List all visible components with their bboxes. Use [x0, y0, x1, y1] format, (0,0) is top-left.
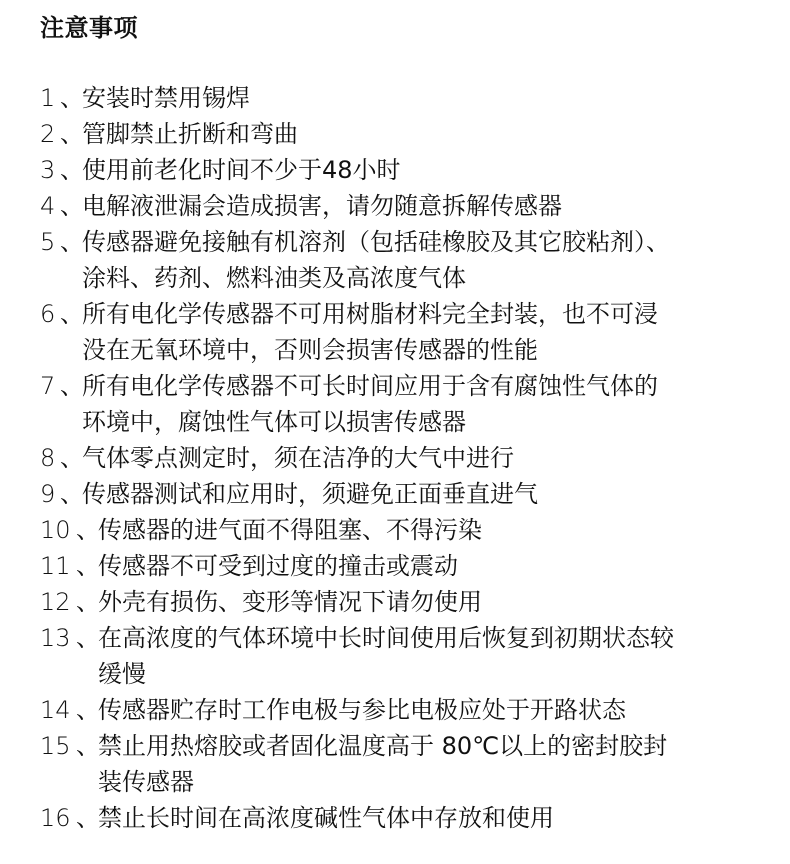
list-item [40, 512, 780, 548]
item-separator: 、 [76, 552, 100, 580]
item-text: 传感器测试和应用时，须避免正面垂直进气 [82, 480, 538, 508]
list-item [40, 224, 780, 296]
item-number: 14 [40, 696, 71, 724]
item-number: 16 [40, 804, 71, 832]
item-number: 2 [40, 120, 56, 148]
item-separator: 、 [60, 192, 84, 220]
item-separator: 、 [76, 732, 100, 760]
item-separator: 、 [76, 696, 100, 724]
precautions-list [40, 80, 780, 836]
item-number: 10 [40, 516, 71, 544]
item-text: 使用前老化时间不少于48小时 [82, 156, 401, 184]
list-item [40, 80, 780, 116]
item-text: 管脚禁止折断和弯曲 [82, 120, 298, 148]
item-text: 安装时禁用锡焊 [82, 84, 250, 112]
item-number: 4 [40, 192, 56, 220]
list-item [40, 584, 780, 620]
list-item [40, 692, 780, 728]
item-text: 禁止长时间在高浓度碱性气体中存放和使用 [98, 804, 554, 832]
item-number: 9 [40, 480, 56, 508]
item-separator: 、 [60, 480, 84, 508]
item-text: 电解液泄漏会造成损害，请勿随意拆解传感器 [82, 192, 562, 220]
item-separator: 、 [60, 228, 84, 256]
item-separator: 、 [76, 516, 100, 544]
item-separator: 、 [60, 372, 84, 400]
item-separator: 、 [60, 120, 84, 148]
item-number: 8 [40, 444, 56, 472]
item-text: 禁止用热熔胶或者固化温度高于 80℃以上的密封胶封 装传感器 [98, 732, 668, 796]
item-text: 传感器的进气面不得阻塞、不得污染 [98, 516, 482, 544]
list-item [40, 548, 780, 584]
item-separator: 、 [76, 804, 100, 832]
item-text: 所有电化学传感器不可长时间应用于含有腐蚀性气体的 环境中，腐蚀性气体可以损害传感器 [82, 372, 658, 436]
item-separator: 、 [60, 444, 84, 472]
item-text: 气体零点测定时，须在洁净的大气中进行 [82, 444, 514, 472]
item-separator: 、 [60, 156, 84, 184]
item-text: 外壳有损伤、变形等情况下请勿使用 [98, 588, 482, 616]
list-item [40, 440, 780, 476]
item-number: 12 [40, 588, 71, 616]
item-separator: 、 [60, 84, 84, 112]
item-number: 1 [40, 84, 56, 112]
item-number: 15 [40, 732, 71, 760]
item-text: 传感器不可受到过度的撞击或震动 [98, 552, 458, 580]
item-text: 传感器贮存时工作电极与参比电极应处于开路状态 [98, 696, 626, 724]
list-item [40, 620, 780, 692]
item-separator: 、 [60, 300, 84, 328]
item-separator: 、 [76, 624, 100, 652]
list-item [40, 296, 780, 368]
item-number: 7 [40, 372, 56, 400]
list-item [40, 368, 780, 440]
item-separator: 、 [76, 588, 100, 616]
item-number: 13 [40, 624, 71, 652]
page-title: 注意事项 [40, 14, 138, 42]
item-text: 在高浓度的气体环境中长时间使用后恢复到初期状态较 缓慢 [98, 624, 674, 688]
list-item [40, 116, 780, 152]
list-item [40, 728, 780, 800]
item-number: 5 [40, 228, 56, 256]
list-item [40, 800, 780, 836]
item-number: 3 [40, 156, 56, 184]
item-text: 所有电化学传感器不可用树脂材料完全封装，也不可浸 没在无氧环境中，否则会损害传感器的性能 [82, 300, 658, 364]
list-item [40, 188, 780, 224]
item-number: 11 [40, 552, 71, 580]
item-number: 6 [40, 300, 56, 328]
list-item [40, 152, 780, 188]
list-item [40, 476, 780, 512]
item-text: 传感器避免接触有机溶剂（包括硅橡胶及其它胶粘剂）、 涂料、药剂、燃料油类及高浓度气体 [82, 228, 670, 292]
